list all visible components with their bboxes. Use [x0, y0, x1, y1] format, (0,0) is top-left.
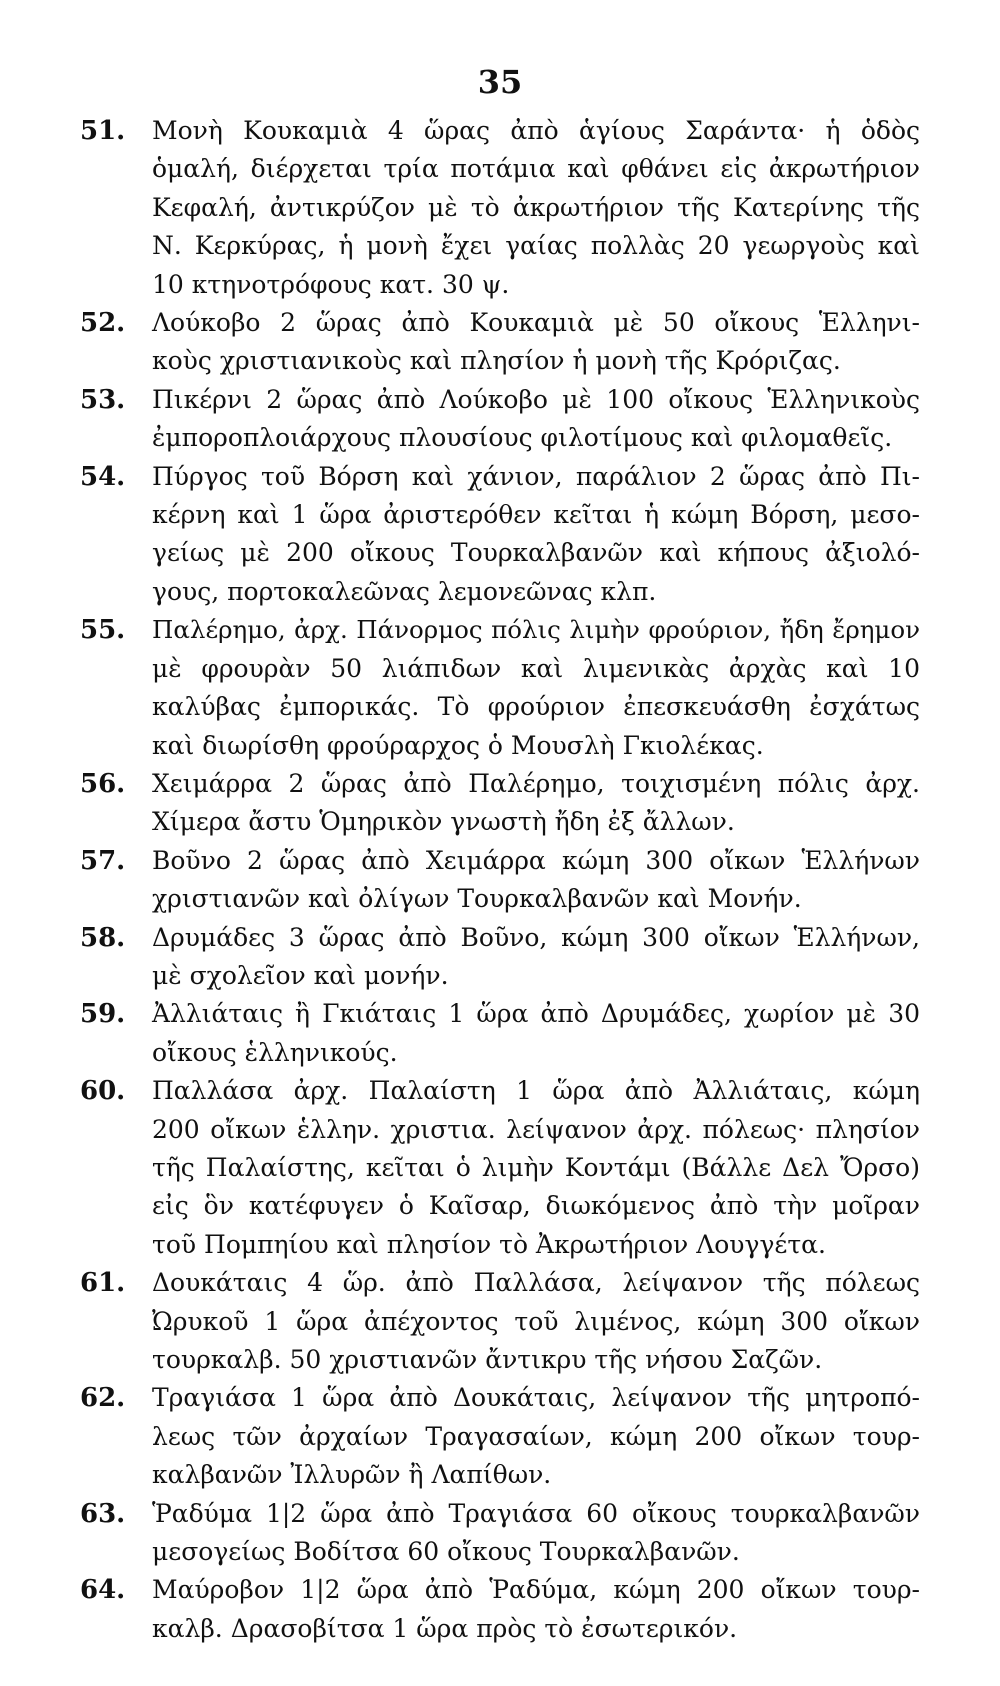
text-line: Χειμάρρα 2 ὥρας ἀπὸ Παλέρημο, τοιχισμένη πόλις ἀρχ.	[152, 768, 920, 798]
entry-text	[152, 765, 920, 842]
text-line: οἴκους ἑλληνικούς.	[152, 1037, 398, 1067]
entry-number: 61.	[80, 1268, 126, 1299]
entry-number: 54.	[80, 461, 126, 492]
entry-60	[80, 1072, 920, 1264]
text-line: Λούκοβο 2 ὥρας ἀπὸ Κουκαμιὰ μὲ 50 οἴκους Ἑλληνι-	[152, 308, 920, 338]
text-line: μὲ σχολεῖον καὶ μονήν.	[152, 960, 449, 990]
entry-62	[80, 1379, 920, 1494]
text-line: 200 οἴκων ἑλλην. χριστια. λείψανον ἀρχ. πόλεως· πλησίον	[152, 1114, 920, 1144]
entry-number: 57.	[80, 845, 126, 876]
page-number: 35	[477, 63, 523, 101]
entry-51	[80, 112, 920, 304]
entry-text	[152, 458, 920, 612]
text-line: Βοῦνο 2 ὥρας ἀπὸ Χειμάρρα κώμη 300 οἴκων Ἑλλήνων	[152, 845, 920, 875]
entry-number: 64.	[80, 1575, 126, 1606]
entry-number: 62.	[80, 1383, 126, 1414]
entry-52	[80, 304, 920, 381]
text-line: κοὺς χριστιανικοὺς καὶ πλησίον ἡ μονὴ τῆς Κρόριζας.	[152, 346, 841, 376]
entry-number: 58.	[80, 922, 126, 953]
entry-text	[152, 1495, 920, 1572]
entry-number: 59.	[80, 999, 126, 1030]
text-line: κέρνη καὶ 1 ὥρα ἀριστερόθεν κεῖται ἡ κώμη Βόρση, μεσο-	[152, 500, 920, 530]
text-line: μὲ φρουρὰν 50 λιάπιδων καὶ λιμενικὰς ἀρχὰς καὶ 10	[152, 653, 920, 683]
entry-58	[80, 919, 920, 996]
text-line: καλβανῶν Ἰλλυρῶν ἢ Λαπίθων.	[152, 1460, 552, 1490]
entry-number: 56.	[80, 768, 126, 799]
text-line: Χίμερα ἄστυ Ὁμηρικὸν γνωστὴ ἤδη ἐξ ἄλλων.	[152, 807, 735, 837]
entry-text	[152, 1571, 920, 1648]
entry-list	[80, 112, 920, 1648]
text-line: καὶ διωρίσθη φρούραρχος ὁ Μουσλὴ Γκιολέκας.	[152, 730, 764, 760]
entry-53	[80, 381, 920, 458]
text-line: τοῦ Πομπηίου καὶ πλησίον τὸ Ἀκρωτήριον Λουγγέτα.	[152, 1229, 826, 1259]
entry-number: 51.	[80, 116, 126, 146]
entry-55	[80, 611, 920, 765]
text-line: Ν. Κερκύρας, ἡ μονὴ ἔχει γαίας πολλὰς 20 γεωργοὺς καὶ	[152, 231, 920, 261]
text-line: Τραγιάσα 1 ὥρα ἀπὸ Δουκάταις, λείψανον τῆς μητροπό-	[152, 1383, 920, 1413]
text-line: τῆς Παλαίστης, κεῖται ὁ λιμὴν Κοντάμι (Βάλλε Δελ Ὄρσο)	[152, 1152, 920, 1182]
entry-text	[152, 304, 920, 381]
entry-text	[152, 1072, 920, 1264]
text-line: λεως τῶν ἀρχαίων Τραγασαίων, κώμη 200 οἴκων τουρ-	[152, 1421, 920, 1451]
text-line: ὁμαλή, διέρχεται τρία ποτάμια καὶ φθάνει εἰς ἀκρωτήριον	[152, 154, 920, 184]
entry-number: 53.	[80, 384, 126, 415]
entry-61	[80, 1264, 920, 1379]
text-line: Ἀλλιάταις ἢ Γκιάταις 1 ὥρα ἀπὸ Δρυμάδες, χωρίον μὲ 30	[152, 999, 920, 1029]
text-line: ἐμποροπλοιάρχους πλουσίους φιλοτίμους καὶ φιλομαθεῖς.	[152, 423, 893, 453]
entry-63	[80, 1495, 920, 1572]
text-line: γείως μὲ 200 οἴκους Τουρκαλβανῶν καὶ κήπους ἀξιολό-	[152, 538, 920, 568]
text-line: καλβ. Δρασοβίτσα 1 ὥρα πρὸς τὸ ἐσωτερικόν.	[152, 1613, 738, 1643]
text-line: Πύργος τοῦ Βόρση καὶ χάνιον, παράλιον 2 ὥρας ἀπὸ Πι-	[152, 461, 920, 491]
entry-text	[152, 919, 920, 996]
entry-text	[152, 112, 920, 304]
text-line: Κεφαλή, ἀντικρύζον μὲ τὸ ἀκρωτήριον τῆς Κατερίνης τῆς	[152, 192, 920, 222]
entry-64	[80, 1571, 920, 1648]
entry-text	[152, 381, 920, 458]
entry-text	[152, 1379, 920, 1494]
text-line: Πικέρνι 2 ὥρας ἀπὸ Λούκοβο μὲ 100 οἴκους Ἑλληνικοὺς	[152, 384, 920, 414]
text-line: γους, πορτοκαλεῶνας λεμονεῶνας κλπ.	[152, 576, 657, 606]
entry-text	[152, 995, 920, 1072]
entry-number: 63.	[80, 1498, 126, 1529]
entry-56	[80, 765, 920, 842]
text-line: μεσογείως Βοδίτσα 60 οἴκους Τουρκαλβανῶν.	[152, 1537, 740, 1567]
text-line: Μονὴ Κουκαμιὰ 4 ὥρας ἀπὸ ἁγίους Σαράντα· ἡ ὁδὸς	[152, 116, 920, 145]
entry-text	[152, 1264, 920, 1379]
entry-text	[152, 611, 920, 765]
text-line: Ὠρυκοῦ 1 ὥρα ἀπέχοντος τοῦ λιμένος, κώμη 300 οἴκων	[152, 1306, 920, 1336]
text-line: Παλλάσα ἀρχ. Παλαίστη 1 ὥρα ἀπὸ Ἀλλιάταις, κώμη	[152, 1076, 920, 1106]
entry-number: 52.	[80, 308, 126, 339]
text-line: τουρκαλβ. 50 χριστιανῶν ἄντικρυ τῆς νήσου Σαζῶν.	[152, 1345, 823, 1374]
text-line: χριστιανῶν καὶ ὀλίγων Τουρκαλβανῶν καὶ Μονήν.	[152, 884, 802, 914]
text-line: Ῥαδύμα 1|2 ὥρα ἀπὸ Τραγιάσα 60 οἴκους τουρκαλβανῶν	[152, 1498, 920, 1528]
entry-54	[80, 458, 920, 612]
entry-number: 60.	[80, 1076, 126, 1107]
text-line: καλύβας ἐμπορικάς. Τὸ φρούριον ἐπεσκευάσθη ἐσχάτως	[152, 692, 920, 722]
text-line: Δρυμάδες 3 ὥρας ἀπὸ Βοῦνο, κώμη 300 οἴκων Ἑλλήνων,	[152, 922, 920, 952]
entry-text	[152, 842, 920, 919]
entry-59	[80, 995, 920, 1072]
text-line: Δουκάταις 4 ὥρ. ἀπὸ Παλλάσα, λείψανον τῆς πόλεως	[152, 1268, 920, 1298]
entry-number: 55.	[80, 615, 126, 646]
text-line: εἰς ὃν κατέφυγεν ὁ Καῖσαρ, διωκόμενος ἀπὸ τὴν μοῖραν	[152, 1191, 920, 1221]
text-line: 10 κτηνοτρόφους κατ. 30 ψ.	[152, 269, 510, 299]
text-line: Μαύροβον 1|2 ὥρα ἀπὸ Ῥαδύμα, κώμη 200 οἴκων τουρ-	[152, 1575, 920, 1605]
text-line: Παλέρημο, ἀρχ. Πάνορμος πόλις λιμὴν φρούριον, ἤδη ἔρημον	[152, 615, 920, 645]
entry-57	[80, 842, 920, 919]
